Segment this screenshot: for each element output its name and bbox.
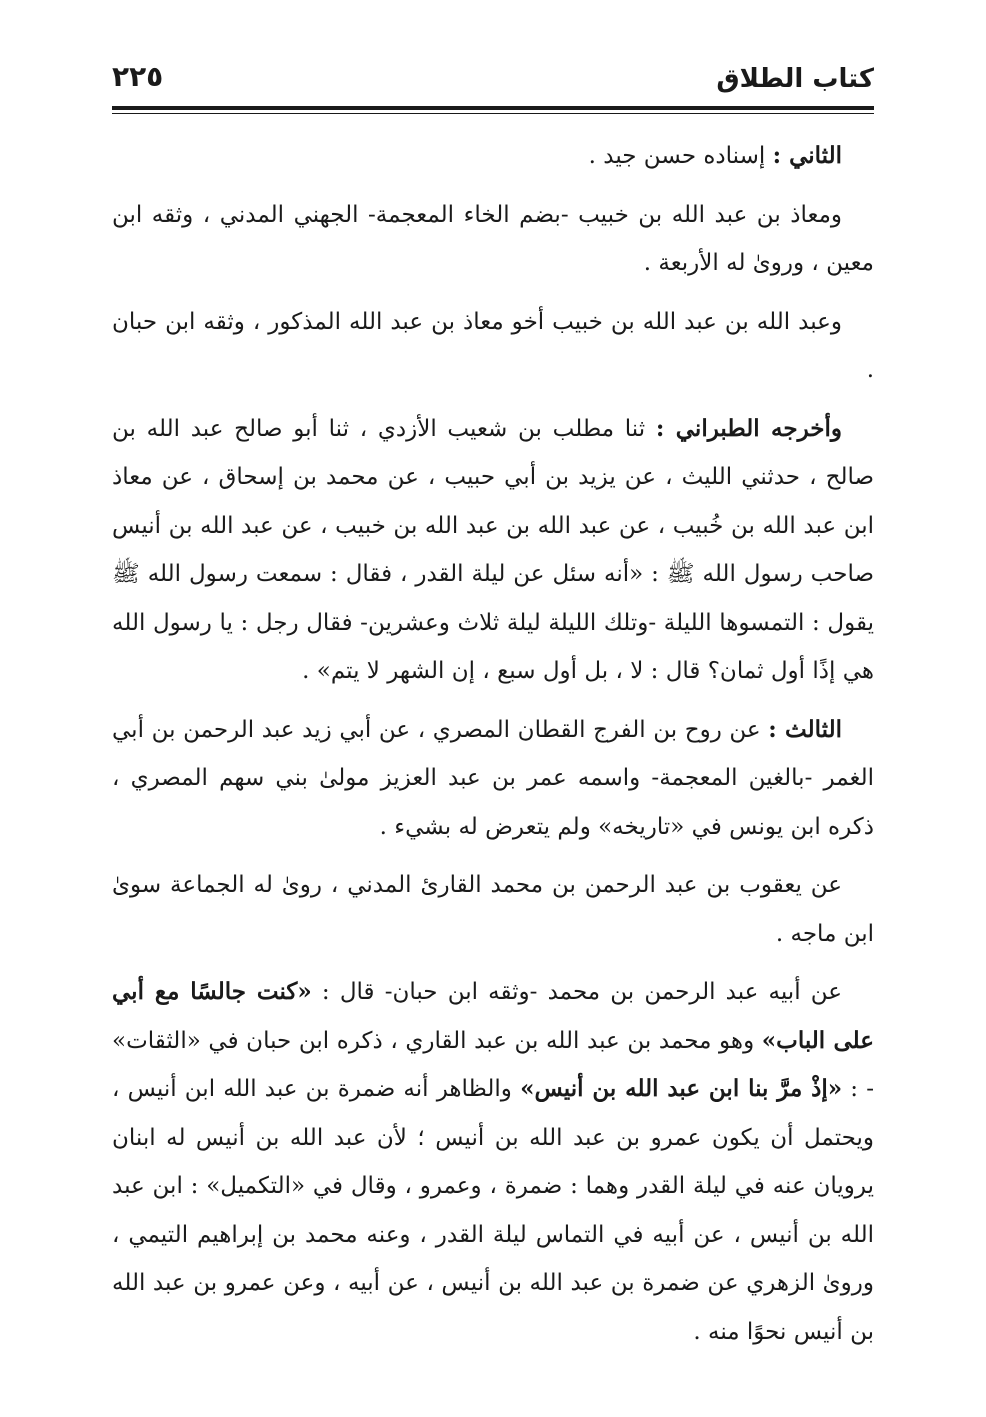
paragraph-last bbox=[112, 968, 874, 1356]
paragraph-text: ثنا مطلب بن شعيب الأزدي ، ثنا أبو صالح عبد الله بن صالح ، حدثني الليث ، عن يزيد بن أبي حبيب ، عن محمد بن إسحاق ، عن معاذ ابن عبد الله بن خُبيب ، عن عبد الله بن عبد الله بن خبيب ، عن عبد الله بن أنيس صاحب رسول الله ﷺ : «أنه سئل عن ليلة القدر ، فقال : سمعت رسول الله ﷺ يقول : التمسوها الليلة -وتلك الليلة ليلة ثلاث وعشرين- فقال رجل : يا رسول الله هي إذًا أول ثمان؟ قال : لا ، بل أول سبع ، إن الشهر لا يتم» . bbox=[112, 415, 874, 684]
paragraph-text: وعبد الله بن عبد الله بن خبيب أخو معاذ بن عبد الله المذكور ، وثقه ابن حبان . bbox=[112, 308, 874, 383]
paragraph-text: وهو محمد بن عبد الله بن عبد القاري ، ذكره ابن حبان في «الثقات» - : bbox=[112, 1027, 874, 1102]
paragraph bbox=[112, 706, 874, 852]
paragraph-lead: الثالث : bbox=[768, 715, 842, 743]
paragraph-text: إسناده حسن جيد . bbox=[588, 143, 773, 169]
paragraph bbox=[112, 405, 874, 696]
paragraph bbox=[112, 861, 874, 958]
header-rule-thin bbox=[112, 113, 874, 114]
paragraph bbox=[112, 132, 874, 181]
paragraph-text: ومعاذ بن عبد الله بن خبيب -بضم الخاء المعجمة- الجهني المدني ، وثقه ابن معين ، وروىٰ له الأربعة . bbox=[112, 201, 874, 276]
quoted-text: «كنت جالسًا مع أبي على الباب» bbox=[112, 978, 874, 1054]
paragraph-text: عن روح بن الفرج القطان المصري ، عن أبي زيد عبد الرحمن بن أبي الغمر -بالغين المعجمة- واسمه عمر بن عبد العزيز مولىٰ بني سهم المصري ، ذكره ابن يونس في «تاريخه» ولم يتعرض له بشيء . bbox=[112, 716, 874, 840]
quoted-text: «إذْ مرَّ بنا ابن عبد الله بن أنيس» bbox=[520, 1075, 843, 1102]
page-body bbox=[112, 132, 874, 1366]
header-rule-thick bbox=[112, 106, 874, 110]
paragraph-text: عن يعقوب بن عبد الرحمن بن محمد القارئ المدني ، روىٰ له الجماعة سوىٰ ابن ماجه . bbox=[112, 872, 874, 947]
page-number: ٢٢٥ bbox=[112, 60, 164, 93]
paragraph-lead: الثاني : bbox=[772, 142, 842, 169]
book-title: كتاب الطلاق bbox=[716, 64, 874, 94]
paragraph-text: والظاهر أنه ضمرة بن عبد الله ابن أنيس ، ويحتمل أن يكون عمرو بن عبد الله بن أنيس ؛ لأن عبد الله بن أنيس له ابنان يرويان عنه في ليلة القدر وهما : ضمرة ، وعمرو ، وقال في «التكميل» : ابن عبد الله بن أنيس ، عن أبيه في التماس ليلة القدر ، وعنه محمد بن إبراهيم التيمي ، وروىٰ الزهري عن ضمرة بن عبد الله بن أنيس ، عن أبيه ، وعن عمرو بن عبد الله بن أنيس نحوًا منه . bbox=[112, 1076, 874, 1345]
paragraph bbox=[112, 191, 874, 288]
paragraph bbox=[112, 298, 874, 395]
page-header bbox=[112, 58, 874, 108]
paragraph-lead: وأخرجه الطبراني : bbox=[655, 414, 842, 442]
paragraph-text: عن أبيه عبد الرحمن بن محمد -وثقه ابن حبان- قال : bbox=[311, 979, 842, 1005]
